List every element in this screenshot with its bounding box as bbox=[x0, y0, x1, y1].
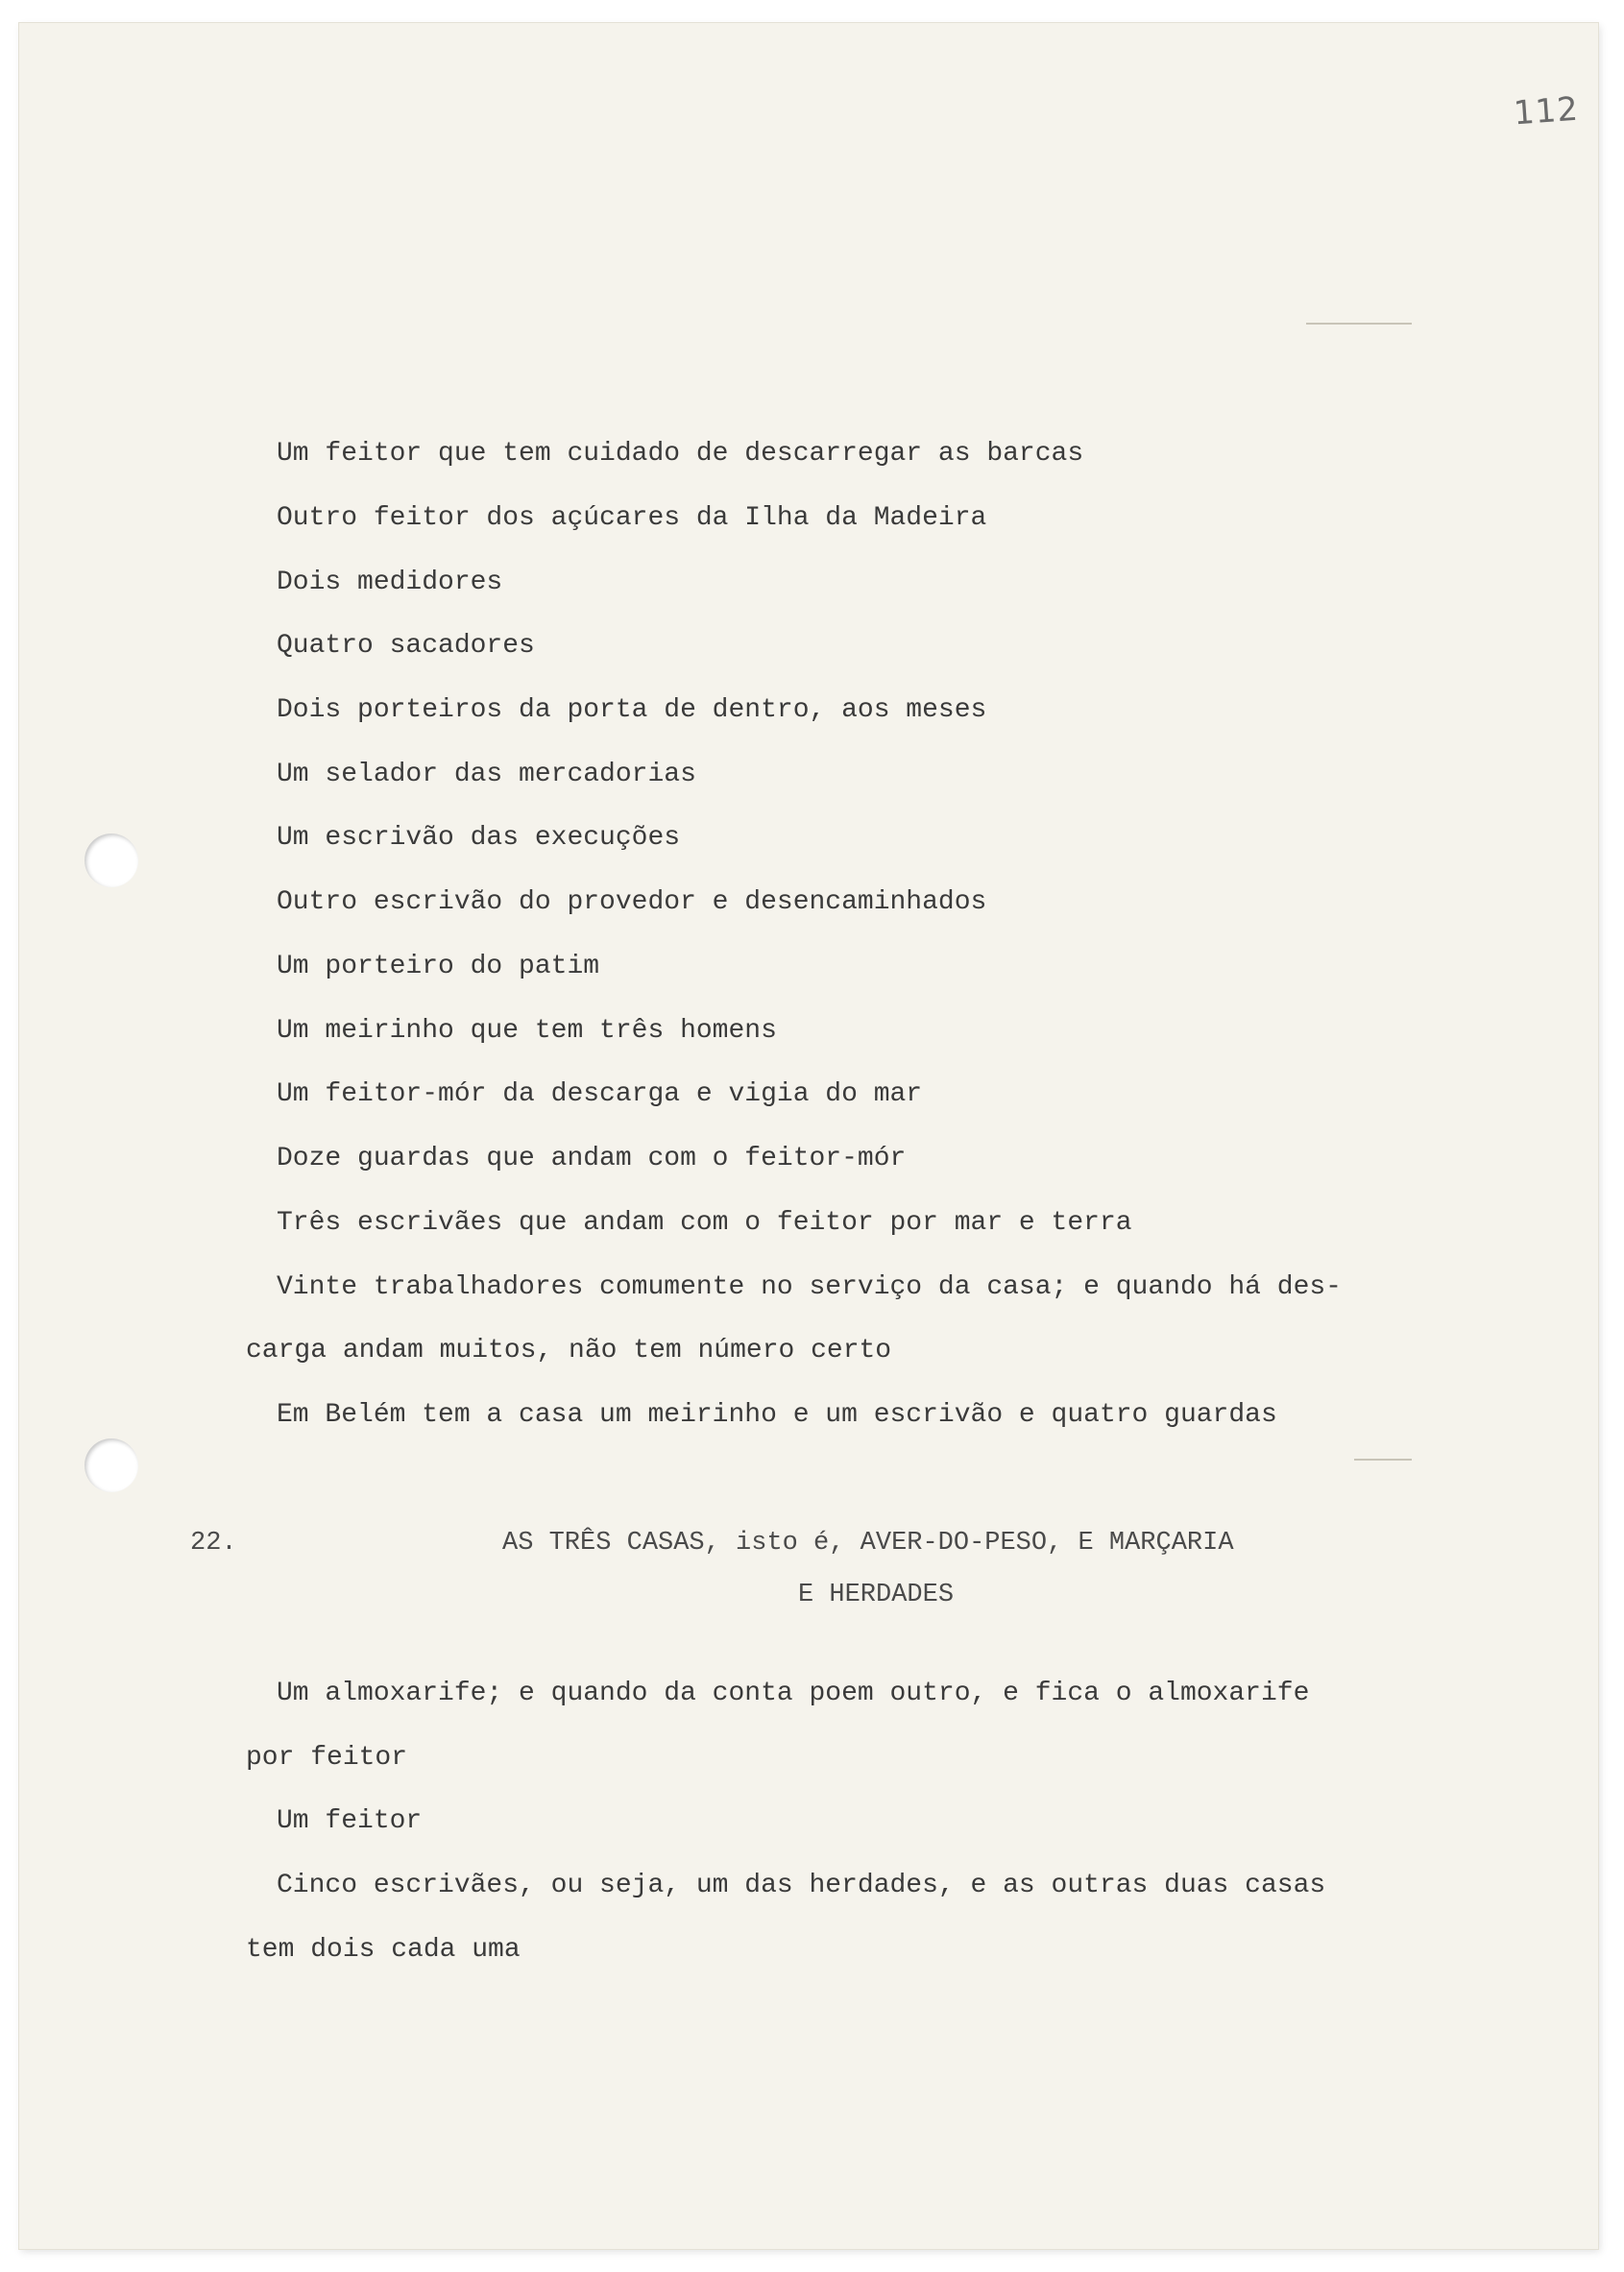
list-item: Quatro sacadores bbox=[277, 631, 535, 661]
page-number: 112 bbox=[1512, 89, 1581, 133]
list-item: Um selador das mercadorias bbox=[277, 760, 696, 789]
section-title: AS TRÊS CASAS, isto é, AVER-DO-PESO, E MARÇARIA bbox=[502, 1529, 1234, 1558]
list-item: Três escrivães que andam com o feitor por mar e terra bbox=[277, 1208, 1132, 1238]
list-item: Cinco escrivães, ou seja, um das herdades, e as outras duas casas bbox=[277, 1871, 1326, 1900]
list-item: Um feitor-mór da descarga e vigia do mar bbox=[277, 1079, 923, 1109]
list-item: Um almoxarife; e quando da conta poem outro, e fica o almoxarife bbox=[277, 1679, 1310, 1708]
list-item: Outro feitor dos açúcares da Ilha da Madeira bbox=[277, 503, 987, 533]
list-item: Dois medidores bbox=[277, 568, 503, 597]
punch-hole bbox=[85, 1438, 138, 1492]
list-item-continuation: tem dois cada uma bbox=[246, 1935, 521, 1965]
list-item: Um feitor que tem cuidado de descarregar as barcas bbox=[277, 439, 1084, 469]
list-item: Outro escrivão do provedor e desencaminhados bbox=[277, 887, 987, 917]
list-item: Um porteiro do patim bbox=[277, 952, 600, 981]
list-item: Vinte trabalhadores comumente no serviço da casa; e quando há des- bbox=[277, 1272, 1342, 1302]
margin-mark bbox=[1306, 323, 1412, 325]
punch-hole bbox=[85, 834, 138, 887]
margin-mark bbox=[1354, 1459, 1412, 1461]
list-item-continuation: carga andam muitos, não tem número certo bbox=[246, 1336, 892, 1366]
list-item: Em Belém tem a casa um meirinho e um escrivão e quatro guardas bbox=[277, 1400, 1277, 1430]
list-item: Dois porteiros da porta de dentro, aos meses bbox=[277, 695, 987, 725]
list-item-continuation: por feitor bbox=[246, 1743, 408, 1773]
section-title-continuation: E HERDADES bbox=[798, 1581, 955, 1609]
document-page bbox=[19, 23, 1598, 2249]
list-item: Doze guardas que andam com o feitor-mór bbox=[277, 1144, 907, 1173]
list-item: Um meirinho que tem três homens bbox=[277, 1016, 777, 1046]
list-item: Um feitor bbox=[277, 1806, 423, 1836]
section-number: 22. bbox=[190, 1529, 237, 1558]
list-item: Um escrivão das execuções bbox=[277, 823, 681, 853]
